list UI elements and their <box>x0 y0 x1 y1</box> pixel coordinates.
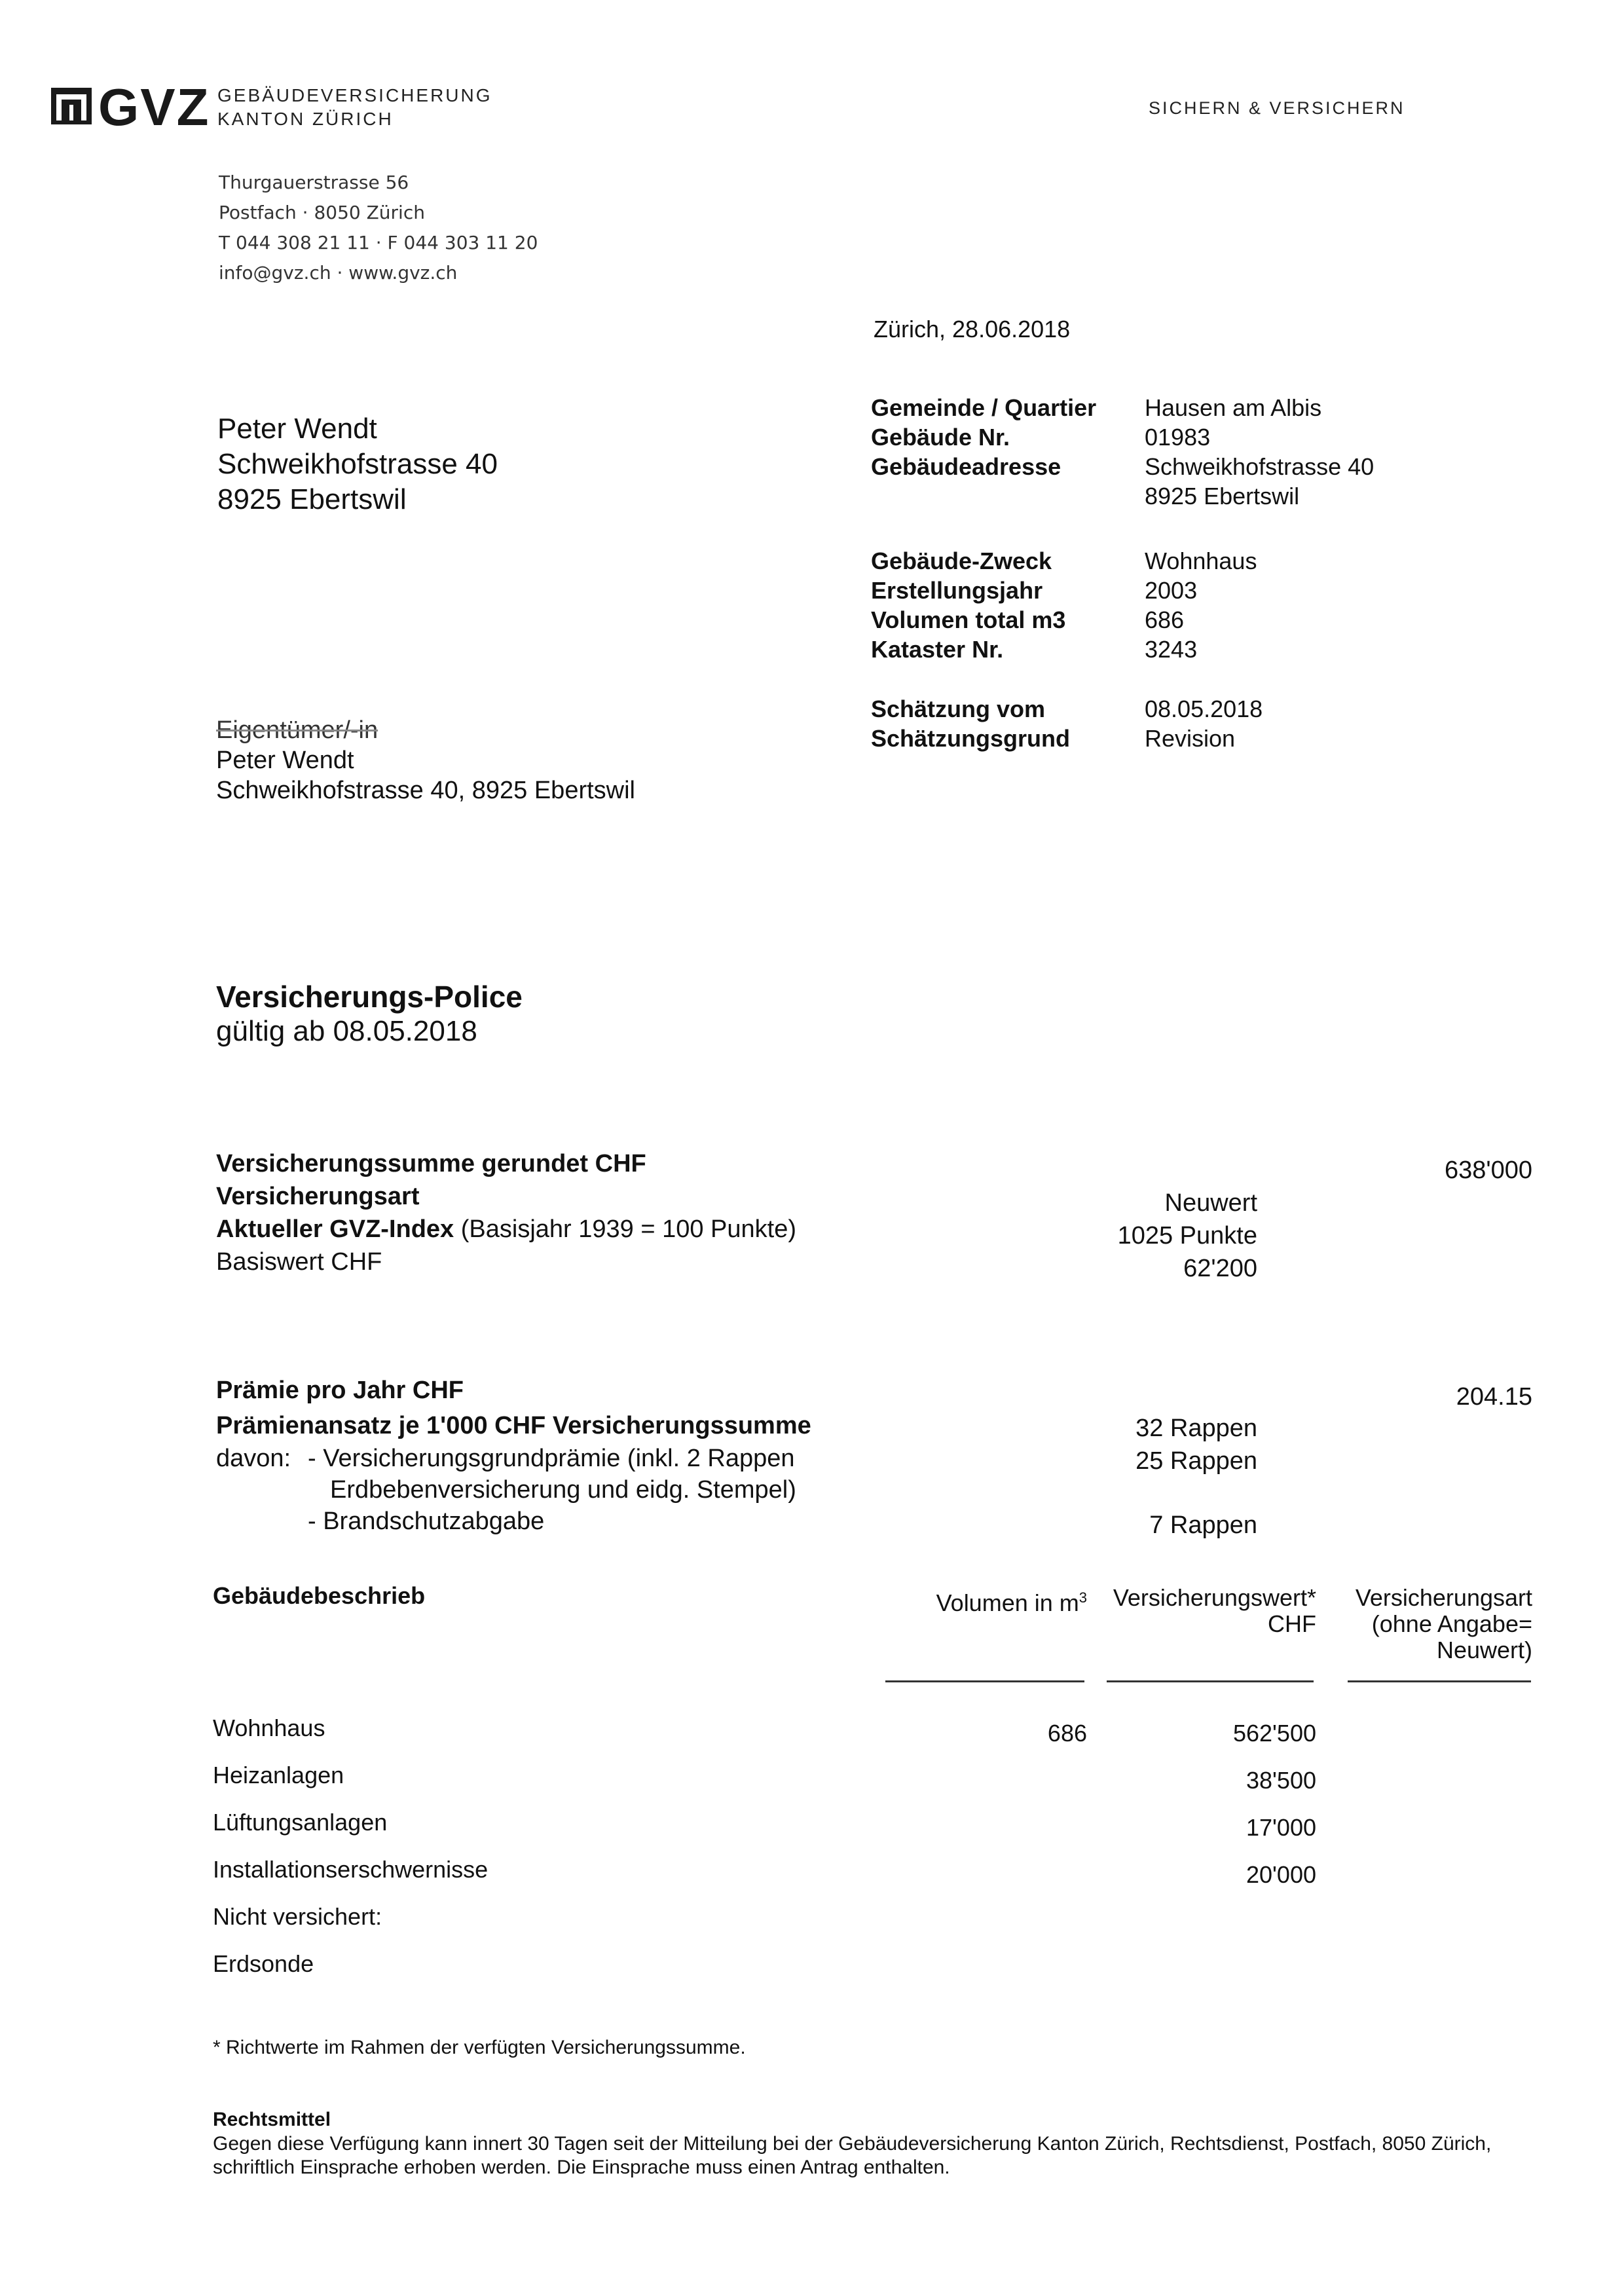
info-label: Volumen total m3 <box>871 606 1066 633</box>
info-row <box>871 481 1374 511</box>
gvz-index-label-rest: (Basisjahr 1939 = 100 Punkte) <box>454 1215 797 1243</box>
insurance-type-value: Neuwert <box>1164 1189 1257 1217</box>
recipient-street: Schweikhofstrasse 40 <box>217 448 498 480</box>
legal-title: Rechtsmittel <box>213 2109 331 2130</box>
legal-text: Gegen diese Verfügung kann innert 30 Tagen seit der Mitteilung bei der Gebäudeversicherung Kanton Zürich, Rechtsdienst, Postfach, 8050 Zürich, schriftlich Einsprache erhoben werden. Die Einsprache muss einen Antrag enthalten. <box>213 2133 1492 2178</box>
info-label: Schätzungsgrund <box>871 725 1070 752</box>
policy-valid-from: gültig ab 08.05.2018 <box>216 1015 477 1047</box>
premium-item-basic-line2: Erdbebenversicherung und eidg. Stempel) <box>330 1476 796 1504</box>
recipient-address <box>217 411 498 517</box>
org-address-postbox: Postfach · 8050 Zürich <box>219 202 425 223</box>
info-row <box>871 546 1257 576</box>
gvz-index-label <box>216 1213 796 1246</box>
info-row <box>871 694 1263 724</box>
info-value: Wohnhaus <box>1145 547 1257 574</box>
info-row <box>871 393 1374 422</box>
col-value-header <box>1074 1585 1316 1637</box>
table-row-value: 562'500 <box>1232 1720 1316 1747</box>
base-value-value: 62'200 <box>1183 1255 1257 1282</box>
info-row <box>871 724 1263 753</box>
logo-text: GVZ <box>98 78 210 136</box>
premium-value: 204.15 <box>1456 1383 1532 1411</box>
premium-item-fire-value: 7 Rappen <box>1149 1511 1257 1539</box>
col-volume-header-text: Volumen in m <box>936 1589 1079 1616</box>
col-type-header-line1: Versicherungsart <box>1355 1584 1532 1611</box>
table-row-value: 20'000 <box>1246 1861 1316 1888</box>
col-volume-header <box>891 1585 1087 1616</box>
table-row-name: Installationserschwernisse <box>213 1856 489 1883</box>
insurance-type-label: Versicherungsart <box>216 1183 420 1210</box>
table-row-volume: 686 <box>1047 1720 1087 1747</box>
col-type-header <box>1323 1585 1532 1663</box>
info-label: Kataster Nr. <box>871 636 1004 663</box>
premium-rate-value: 32 Rappen <box>1135 1415 1257 1442</box>
info-row <box>871 452 1374 481</box>
info-value: Schweikhofstrasse 40 <box>1145 453 1375 480</box>
recipient-name: Peter Wendt <box>217 413 377 445</box>
building-info-group-3 <box>871 694 1263 753</box>
info-label <box>871 481 1145 511</box>
owner-block <box>216 715 635 805</box>
table-row-name: Lüftungsanlagen <box>213 1809 388 1836</box>
premium-item-basic-line1: - Versicherungsgrundprämie (inkl. 2 Rappen <box>308 1445 795 1472</box>
info-label: Gebäude Nr. <box>871 424 1010 451</box>
sum-value: 638'000 <box>1444 1157 1532 1184</box>
gvz-logo-icon <box>51 88 92 124</box>
org-name-line2: KANTON ZÜRICH <box>217 109 394 129</box>
description-title: Gebäudebeschrieb <box>213 1582 426 1609</box>
premium-item-basic-value: 25 Rappen <box>1135 1447 1257 1475</box>
info-value: Hausen am Albis <box>1145 394 1322 421</box>
info-value: 3243 <box>1145 636 1198 663</box>
info-value: 01983 <box>1145 424 1211 451</box>
table-row-name: Heizanlagen <box>213 1762 344 1788</box>
owner-address: Schweikhofstrasse 40, 8925 Ebertswil <box>216 777 635 804</box>
tagline: SICHERN & VERSICHERN <box>1149 98 1405 118</box>
info-row <box>871 576 1257 605</box>
table-row-name: Erdsonde <box>213 1950 314 1977</box>
org-address-web: info@gvz.ch · www.gvz.ch <box>219 262 458 284</box>
info-value: 686 <box>1145 606 1185 633</box>
premium-rate-label: Prämienansatz je 1'000 CHF Versicherungssumme <box>216 1412 811 1439</box>
building-info-group-1 <box>871 393 1374 511</box>
base-value-label: Basiswert CHF <box>216 1248 382 1276</box>
table-row-value: 17'000 <box>1246 1814 1316 1841</box>
org-name-line1: GEBÄUDEVERSICHERUNG <box>217 85 492 105</box>
info-value: 8925 Ebertswil <box>1145 483 1300 509</box>
info-label: Schätzung vom <box>871 695 1046 722</box>
info-label: Erstellungsjahr <box>871 577 1043 604</box>
info-label: Gemeinde / Quartier <box>871 394 1097 421</box>
owner-name: Peter Wendt <box>216 747 354 774</box>
premium-item-fire-label: - Brandschutzabgabe <box>308 1508 545 1535</box>
info-label: Gebäude-Zweck <box>871 547 1052 574</box>
premium-davon-label: davon: <box>216 1445 291 1472</box>
org-address-street: Thurgauerstrasse 56 <box>219 172 409 193</box>
col-value-header-line1: Versicherungswert* <box>1113 1584 1316 1611</box>
letter-date: Zürich, 28.06.2018 <box>874 316 1071 343</box>
org-address <box>219 168 538 288</box>
sum-label: Versicherungssumme gerundet CHF <box>216 1150 646 1177</box>
table-row-name: Nicht versichert: <box>213 1903 382 1930</box>
table-row-value: 38'500 <box>1246 1767 1316 1794</box>
info-label: Gebäudeadresse <box>871 453 1061 480</box>
gvz-index-label-bold: Aktueller GVZ-Index <box>216 1215 454 1243</box>
info-value: 08.05.2018 <box>1145 695 1263 722</box>
col-type-header-line3: Neuwert) <box>1436 1637 1532 1663</box>
col-type-header-line2: (ohne Angabe= <box>1371 1610 1532 1637</box>
col-volume-divider <box>885 1680 1084 1682</box>
org-name <box>217 84 492 131</box>
col-value-divider <box>1107 1680 1314 1682</box>
building-info-group-2 <box>871 546 1257 664</box>
info-value: 2003 <box>1145 577 1198 604</box>
policy-title: Versicherungs-Police <box>216 980 523 1014</box>
info-row <box>871 635 1257 664</box>
col-type-divider <box>1348 1680 1531 1682</box>
gvz-index-value: 1025 Punkte <box>1117 1222 1257 1250</box>
premium-label: Prämie pro Jahr CHF <box>216 1377 464 1404</box>
footnote: * Richtwerte im Rahmen der verfügten Versicherungssumme. <box>213 2037 746 2058</box>
owner-label: Eigentümer/-in <box>216 716 378 744</box>
col-value-header-line2: CHF <box>1268 1610 1316 1637</box>
recipient-city: 8925 Ebertswil <box>217 483 407 515</box>
info-value: Revision <box>1145 725 1236 752</box>
col-volume-header-sup: 3 <box>1079 1589 1087 1606</box>
table-row-name: Wohnhaus <box>213 1714 325 1741</box>
org-address-phone: T 044 308 21 11 · F 044 303 11 20 <box>219 232 538 253</box>
info-row <box>871 605 1257 635</box>
info-row <box>871 422 1374 452</box>
